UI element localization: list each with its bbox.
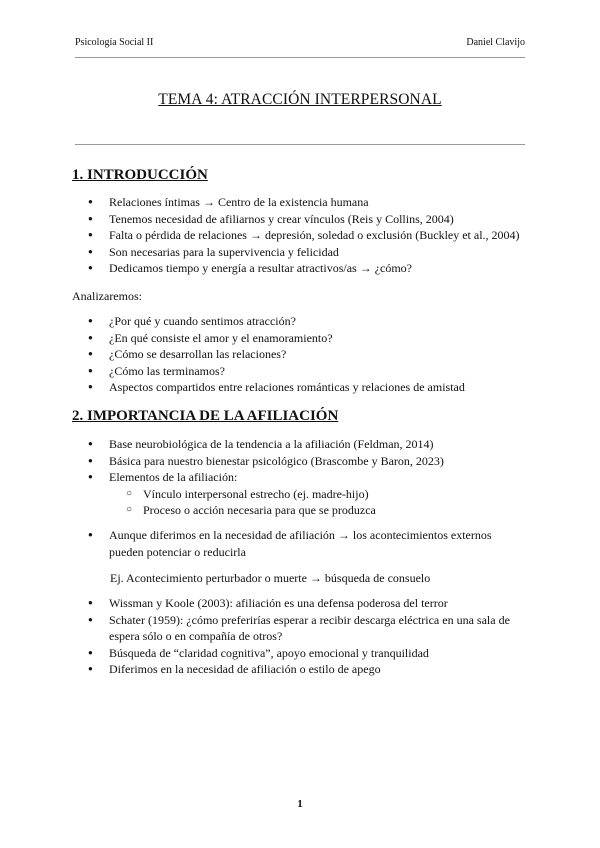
list-item: ● Wissman y Koole (2003): afiliación es una defensa poderosa del terror bbox=[72, 595, 524, 612]
afiliacion-bullet-long bbox=[72, 527, 502, 560]
title-divider bbox=[75, 144, 525, 145]
list-item: ● Diferimos en la necesidad de afiliación o estilo de apego bbox=[72, 661, 524, 678]
section-heading-afiliacion: 2. IMPORTANCIA DE LA AFILIACIÓN bbox=[72, 408, 339, 424]
header-divider bbox=[75, 57, 525, 58]
list-item: ● Base neurobiológica de la tendencia a la afiliación (Feldman, 2014) bbox=[72, 436, 527, 453]
page-number: 1 bbox=[297, 798, 303, 810]
list-item: ● Tenemos necesidad de afiliarnos y crear vínculos (Reis y Collins, 2004) bbox=[72, 211, 527, 228]
list-item: ● Básica para nuestro bienestar psicológico (Brascombe y Baron, 2023) bbox=[72, 453, 527, 470]
intro-bullet-list bbox=[72, 194, 527, 277]
header-course: Psicología Social II bbox=[75, 37, 154, 48]
afiliacion-bullet-list-a bbox=[72, 436, 527, 519]
list-item-text: Elementos de la afiliación: bbox=[109, 470, 238, 484]
analyze-label: Analizaremos: bbox=[72, 289, 142, 303]
list-item: ● ¿En qué consiste el amor y el enamoramiento? bbox=[72, 330, 527, 347]
list-item: ● ¿Cómo las terminamos? bbox=[72, 363, 527, 380]
header-author: Daniel Clavijo bbox=[466, 37, 525, 48]
list-item: ● Schater (1959): ¿cómo preferirías esperar a recibir descarga eléctrica en una sala de espera sólo o en compañía de otros? bbox=[72, 612, 524, 645]
list-item: ● Son necesarias para la supervivencia y felicidad bbox=[72, 244, 527, 261]
section-heading-introduccion: 1. INTRODUCCIÓN bbox=[72, 167, 208, 183]
list-item: ● Dedicamos tiempo y energía a resultar atractivos/as → ¿cómo? bbox=[72, 260, 527, 277]
list-item: ● Aspectos compartidos entre relaciones románticas y relaciones de amistad bbox=[72, 379, 527, 396]
list-item: ● Relaciones íntimas → Centro de la existencia humana bbox=[72, 194, 527, 211]
afiliacion-bullet-list-b bbox=[72, 595, 524, 678]
list-item: ● ¿Por qué y cuando sentimos atracción? bbox=[72, 313, 527, 330]
list-item: ● ¿Cómo se desarrollan las relaciones? bbox=[72, 346, 527, 363]
page-title: TEMA 4: ATRACCIÓN INTERPERSONAL bbox=[158, 91, 442, 108]
list-item: ● Búsqueda de “claridad cognitiva”, apoyo emocional y tranquilidad bbox=[72, 645, 524, 662]
example-text: Ej. Acontecimiento perturbador o muerte → búsqueda de consuelo bbox=[110, 571, 431, 585]
sub-list-item: ○ Vínculo interpersonal estrecho (ej. madre-hijo) bbox=[109, 486, 527, 503]
sub-list-item: ○ Proceso o acción necesaria para que se produzca bbox=[109, 502, 527, 519]
analyze-bullet-list bbox=[72, 313, 527, 396]
afiliacion-sub-list bbox=[109, 486, 527, 519]
list-item: ● Falta o pérdida de relaciones → depresión, soledad o exclusión (Buckley et al., 2004) bbox=[72, 227, 527, 244]
list-item: ● Aunque diferimos en la necesidad de afiliación → los acontecimientos externos pueden potenciar o reducirla bbox=[72, 527, 502, 560]
list-item bbox=[72, 469, 527, 519]
